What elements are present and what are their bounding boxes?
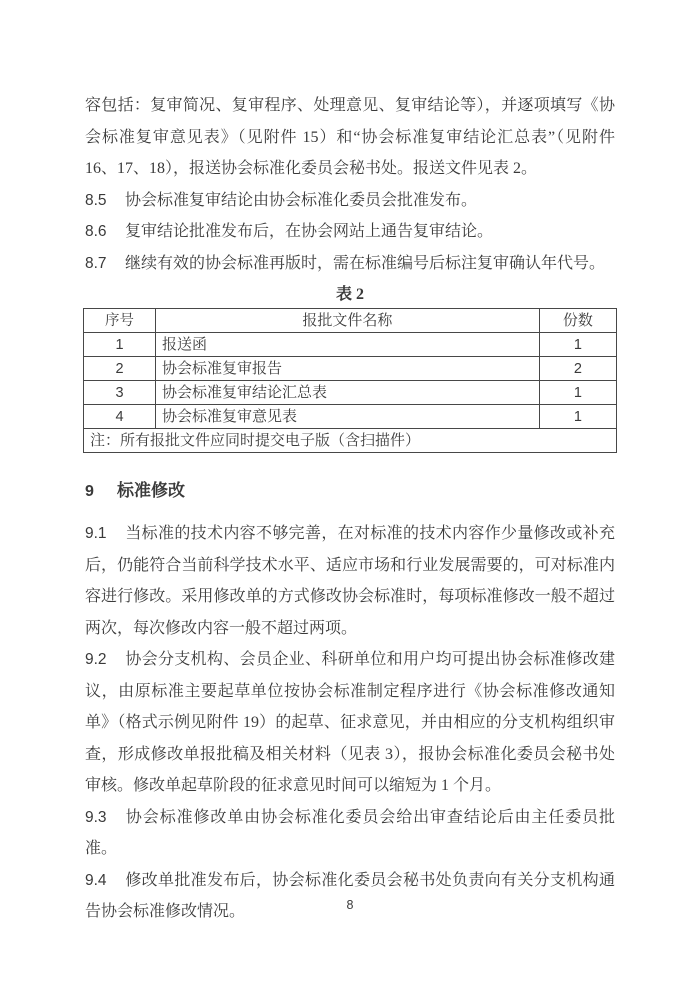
clause-text: 复审结论批准发布后，在协会网站上通告复审结论。 bbox=[125, 223, 494, 240]
cell-doc-name: 协会标准复审意见表 bbox=[155, 405, 539, 429]
cell-doc-name: 协会标准复审结论汇总表 bbox=[155, 381, 539, 405]
table-2-caption: 表 2 bbox=[335, 286, 364, 303]
clause-text: 协会分支机构、会员企业、科研单位和用户均可提出协会标准修改建议，由原标准主要起草单位按协会标准制定程序进行《协会标准修改通知单》（格式示例见附件 19）的起草、征求意见，并由相应的分支机构组织审查，形成修改单报批稿及相关材料（见表 3），报协会标准化委员会秘书处审核。修改单起草阶段的征求意见时间可以缩短为 1 个月。 bbox=[85, 651, 615, 794]
clause-text: 继续有效的协会标准再版时，需在标准编号后标注复审确认年代号。 bbox=[125, 254, 606, 272]
clause-9-2 bbox=[85, 644, 615, 802]
header-copies: 份数 bbox=[539, 309, 616, 333]
clause-text: 协会标准修改单由协会标准化委员会给出审查结论后由主任委员批准。 bbox=[85, 808, 615, 857]
clause-number: 8.6 bbox=[85, 223, 107, 240]
clause-number: 9.4 bbox=[85, 871, 107, 889]
cell-seq-no: 4 bbox=[84, 405, 156, 429]
table-note-row bbox=[84, 429, 617, 453]
clause-text: 当标准的技术内容不够完善，在对标准的技术内容作少量修改或补充后，仍能符合当前科学技术水平、适应市场和行业发展需要的，可对标准内容进行修改。采用修改单的方式修改协会标准时，每项标准修改一般不超过两次，每次修改内容一般不超过两项。 bbox=[85, 525, 615, 637]
cell-copies: 1 bbox=[539, 333, 616, 357]
cell-copies: 1 bbox=[539, 405, 616, 429]
cell-copies: 1 bbox=[539, 381, 616, 405]
table-header-row bbox=[84, 309, 617, 333]
table-2 bbox=[83, 308, 617, 453]
table-row bbox=[84, 333, 617, 357]
header-seq-no: 序号 bbox=[84, 309, 156, 333]
clause-number: 9.3 bbox=[85, 808, 107, 826]
page-number: 8 bbox=[346, 898, 354, 912]
clause-number: 8.5 bbox=[85, 191, 107, 209]
cell-copies: 2 bbox=[539, 357, 616, 381]
header-doc-name: 报批文件名称 bbox=[155, 309, 539, 333]
table-row bbox=[84, 405, 617, 429]
clause-number: 9.2 bbox=[85, 651, 107, 668]
section-title: 标准修改 bbox=[117, 481, 185, 500]
section-number: 9 bbox=[85, 483, 94, 500]
clause-text: 修改单批准发布后，协会标准化委员会秘书处负责向有关分支机构通告协会标准修改情况。 bbox=[85, 871, 615, 920]
clause-9-3 bbox=[85, 802, 615, 865]
cell-seq-no: 1 bbox=[84, 333, 156, 357]
clause-9-4 bbox=[85, 865, 615, 928]
clause-number: 9.1 bbox=[85, 525, 107, 542]
clause-8-6 bbox=[85, 216, 615, 248]
paragraph-intro: 容包括：复审简况、复审程序、处理意见、复审结论等），并逐项填写《协会标准复审意见表》（见附件 15）和“协会标准复审结论汇总表”（见附件 16、17、18），报送协会标准化委员会秘书处。报送文件见表 2。 bbox=[85, 97, 615, 177]
clause-8-5 bbox=[85, 185, 615, 217]
cell-seq-no: 2 bbox=[84, 357, 156, 381]
table-row bbox=[84, 381, 617, 405]
clause-number: 8.7 bbox=[85, 254, 107, 272]
cell-doc-name: 报送函 bbox=[155, 333, 539, 357]
table-row bbox=[84, 357, 617, 381]
cell-seq-no: 3 bbox=[84, 381, 156, 405]
clause-text: 协会标准复审结论由协会标准化委员会批准发布。 bbox=[125, 191, 478, 209]
section-9-heading bbox=[85, 480, 615, 503]
clause-9-1 bbox=[85, 518, 615, 644]
cell-doc-name: 协会标准复审报告 bbox=[155, 357, 539, 381]
table-note: 注：所有报批文件应同时提交电子版（含扫描件） bbox=[84, 429, 617, 453]
clause-8-7 bbox=[85, 248, 615, 280]
